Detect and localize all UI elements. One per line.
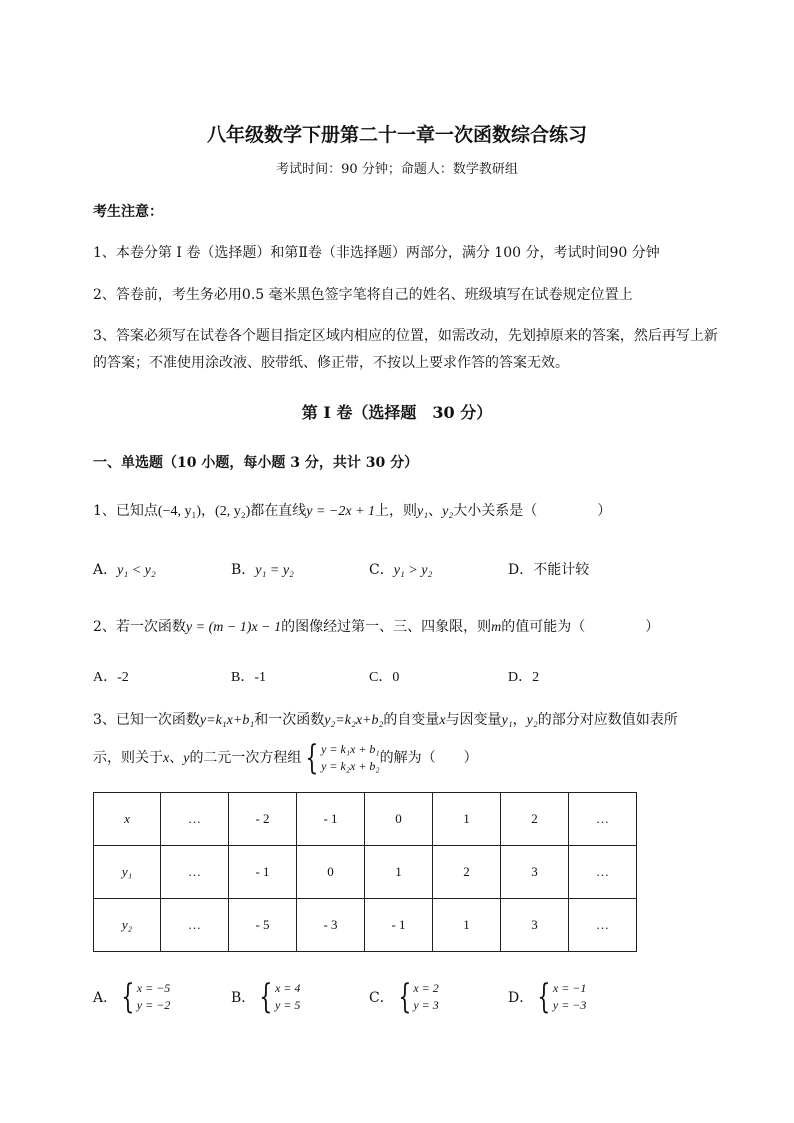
equation-system: { y = k₁x + b₁ y = k₂x + b₂ (305, 738, 380, 778)
table-cell: 3 (501, 846, 569, 899)
brace-icon: { (305, 738, 319, 778)
notice-item-3: 3、答案必须写在试卷各个题目指定区域内相应的位置，如需改动，先划掉原来的答案，然后再写上新 (93, 328, 718, 344)
notice-item-3-cont: 的答案；不准使用涂改液、胶带纸、修正带，不按以上要求作答的答案无效。 (93, 355, 569, 371)
table-row (94, 793, 637, 846)
table-cell: 2 (433, 846, 501, 899)
brace-icon: { (398, 977, 412, 1017)
brace-icon: { (121, 977, 135, 1017)
q1-option-a: A．y₁ < y₂ (93, 562, 156, 578)
q1-option-b: B．y₁ = y₂ (231, 562, 294, 578)
table-cell: 1 (433, 899, 501, 952)
table-cell: - 3 (297, 899, 365, 952)
table-cell: - 1 (297, 793, 365, 846)
exam-info: 考试时间：90 分钟；命题人：数学教研组 (276, 162, 518, 177)
table-row (94, 846, 637, 899)
q2-option-a: A．-2 (93, 670, 129, 685)
q2-option-d: D．2 (508, 670, 540, 685)
q2-option-c: C．0 (369, 670, 400, 685)
table-cell: 1 (365, 846, 433, 899)
table-cell: … (161, 793, 229, 846)
page-title: 八年级数学下册第二十一章一次函数综合练习 (206, 124, 587, 146)
q3-option-c: C． { x = 2 y = 3 (369, 977, 439, 1017)
q1-option-d: D．不能计较 (508, 562, 590, 578)
table-cell: … (569, 846, 637, 899)
table-cell: … (569, 899, 637, 952)
brace-icon: { (537, 977, 551, 1017)
notice-item-2: 2、答卷前，考生务必用0.5 毫米黑色签字笔将自己的姓名、班级填写在试卷规定位置上 (93, 287, 633, 303)
q2-option-b: B．-1 (231, 670, 266, 685)
table-row-label: x (94, 793, 161, 846)
table-row-label: y₁ (94, 846, 161, 899)
value-table (93, 792, 637, 952)
section-title: 第 I 卷（选择题 30 分） (301, 403, 493, 422)
table-cell: - 1 (365, 899, 433, 952)
brace-icon: { (259, 977, 273, 1017)
q3-option-d: D． { x = −1 y = −3 (508, 977, 587, 1017)
table-row-label: y₂ (94, 899, 161, 952)
table-cell: 1 (433, 793, 501, 846)
question-3-line-2: 示，则关于x、y的二元一次方程组 { y = k₁x + b₁ y = k₂x + b₂ 的解为（ ） (93, 738, 478, 778)
point-2: (2, y₂) (215, 504, 251, 519)
table-cell: - 2 (229, 793, 297, 846)
table-cell: … (161, 899, 229, 952)
table-cell: 2 (501, 793, 569, 846)
question-2: 2、若一次函数y = (m − 1)x − 1的图像经过第一、三、四象限，则m的值可能为（ ） (93, 619, 660, 635)
q3-option-b: B． { x = 4 y = 5 (231, 977, 301, 1017)
question-3-line-1: 3、已知一次函数y=k₁x+b₁和一次函数y₂=k₂x+b₂的自变量x与因变量y₁，y₂的部分对应数值如表所 (93, 712, 678, 728)
notice-item-1: 1、本卷分第 I 卷（选择题）和第Ⅱ卷（非选择题）两部分，满分 100 分，考试时间90 分钟 (93, 245, 660, 261)
table-cell: - 5 (229, 899, 297, 952)
notice-heading: 考生注意： (93, 204, 163, 220)
table-cell: 0 (365, 793, 433, 846)
q3-option-a: A． { x = −5 y = −2 (93, 977, 171, 1017)
table-row (94, 899, 637, 952)
table-cell: 3 (501, 899, 569, 952)
part-heading: 一、单选题（10 小题，每小题 3 分，共计 30 分） (93, 455, 419, 471)
table-cell: … (161, 846, 229, 899)
q1-option-c: C．y₁ > y₂ (369, 562, 433, 578)
table-cell: - 1 (229, 846, 297, 899)
function-expression: y = (m − 1)x − 1 (185, 620, 282, 635)
table-cell: 0 (297, 846, 365, 899)
point-1: (−4, y₁) (157, 504, 202, 519)
question-1: 1、已知点(−4, y₁)，(2, y₂)都在直线y = −2x + 1上，则y₁、y₂大小关系是（ ） (93, 503, 612, 519)
table-cell: … (569, 793, 637, 846)
line-equation: y = −2x + 1 (306, 504, 376, 519)
